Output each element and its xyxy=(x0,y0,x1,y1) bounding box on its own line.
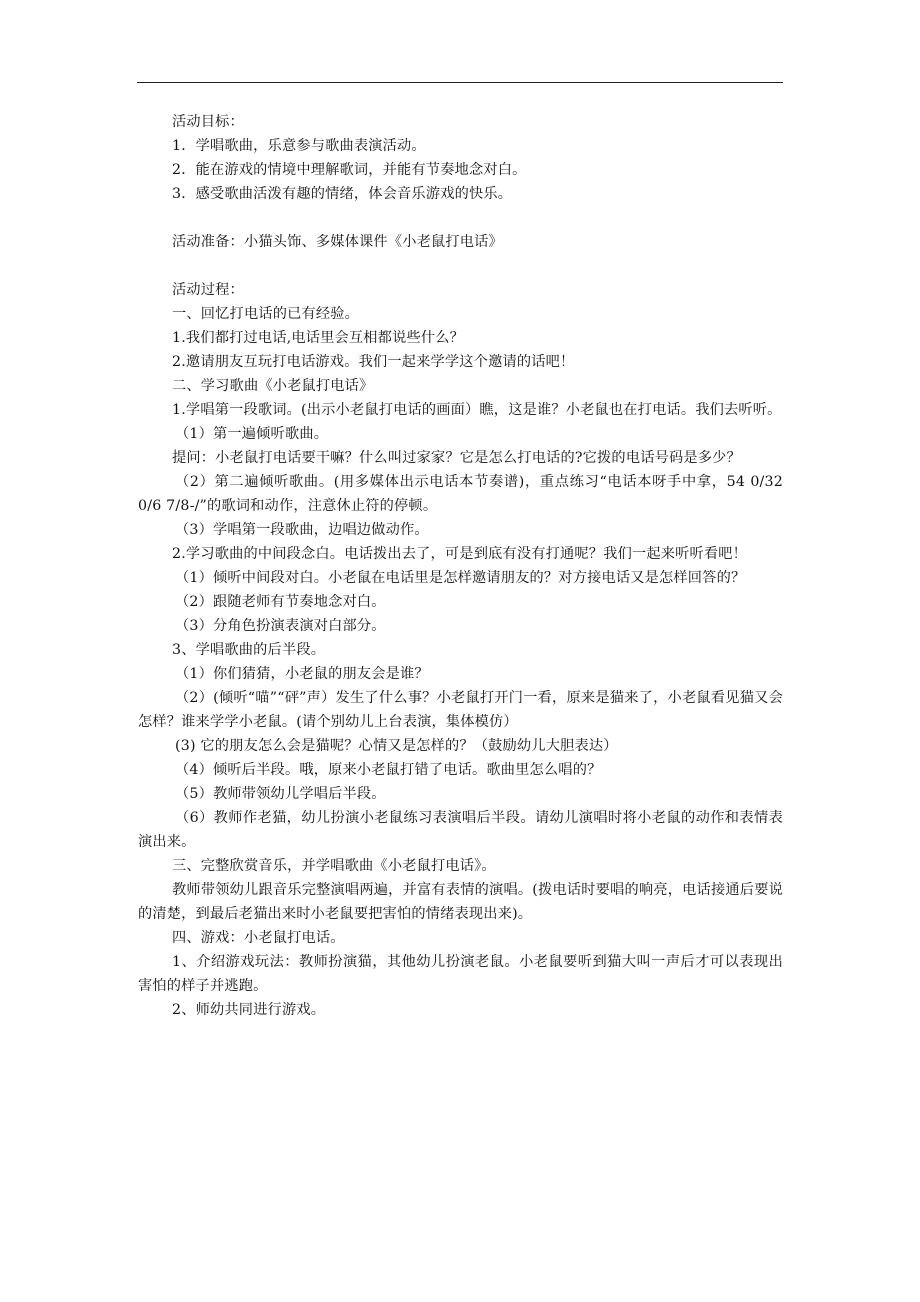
step-item: 2.学习歌曲的中间段念白。电话拨出去了，可是到底有没有打通呢？我们一起来听听看吧！ xyxy=(172,546,748,562)
sub-step: （1）你们猜猜，小老鼠的朋友会是谁？ xyxy=(175,666,429,682)
step-item: 2、师幼共同进行游戏。 xyxy=(172,1002,326,1018)
step-heading: 四、游戏：小老鼠打电话。 xyxy=(172,930,345,946)
step-item: 教师带领幼儿跟音乐完整演唱两遍，并富有表情的演唱。(拨电话时要唱的响亮，电话接通后要说的清楚，到最后老猫出来时小老鼠要把害怕的情绪表现出来)。 xyxy=(138,882,783,922)
step-heading: 一、回忆打电话的已有经验。 xyxy=(172,306,360,322)
sub-step: （3）学唱第一段歌曲，边唱边做动作。 xyxy=(175,522,429,538)
sub-step: （6）教师作老猫，幼儿扮演小老鼠练习表演唱后半段。请幼儿演唱时将小老鼠的动作和表情表演出来。 xyxy=(138,810,783,850)
section-heading-goals: 活动目标： xyxy=(172,114,244,130)
sub-step: （2）(倾听“喵”“砰”声）发生了什么事？小老鼠打开门一看，原来是猫来了，小老鼠看见猫又会怎样？谁来学学小老鼠。(请个别幼儿上台表演，集体模仿） xyxy=(138,690,783,730)
goal-item: 3．感受歌曲活泼有趣的情绪，体会音乐游戏的快乐。 xyxy=(172,186,513,202)
step-item: 1.我们都打过电话,电话里会互相都说些什么？ xyxy=(172,330,465,346)
goal-item: 1．学唱歌曲，乐意参与歌曲表演活动。 xyxy=(172,138,426,154)
header-rule xyxy=(137,82,783,83)
sub-step: （2）跟随老师有节奏地念对白。 xyxy=(175,594,386,610)
step-item: 2.邀请朋友互玩打电话游戏。我们一起来学学这个邀请的话吧！ xyxy=(172,354,575,370)
goal-item: 2．能在游戏的情境中理解歌词，并能有节奏地念对白。 xyxy=(172,162,527,178)
step-item: 3、学唱歌曲的后半段。 xyxy=(172,642,326,658)
sub-step: （1）倾听中间段对白。小老鼠在电话里是怎样邀请朋友的？对方接电话又是怎样回答的？ xyxy=(175,570,746,586)
step-item: 1.学唱第一段歌词。(出示小老鼠打电话的画面）瞧，这是谁？小老鼠也在打电话。我们去听听。 xyxy=(172,402,782,418)
sub-step: （5）教师带领幼儿学唱后半段。 xyxy=(175,786,386,802)
sub-step: （1）第一遍倾听歌曲。 xyxy=(175,426,329,442)
sub-step: （4）倾听后半段。哦，原来小老鼠打错了电话。歌曲里怎么唱的？ xyxy=(175,762,602,778)
document-body xyxy=(138,110,783,1022)
spacer xyxy=(138,254,783,278)
sub-step: （2）第二遍倾听歌曲。(用多媒体出示电话本节奏谱)，重点练习“电话本呀手中拿，54 0/32 0/6 7/8-/”的歌词和动作，注意休止符的停顿。 xyxy=(138,474,783,514)
step-heading: 三、完整欣赏音乐，并学唱歌曲《小老鼠打电话》。 xyxy=(172,858,496,874)
section-heading-preparation: 活动准备：小猫头饰、多媒体课件《小老鼠打电话》 xyxy=(172,234,503,250)
sub-step: (3) 它的朋友怎么会是猫呢？心情又是怎样的？（鼓励幼儿大胆表达） xyxy=(175,738,618,754)
sub-step: （3）分角色扮演表演对白部分。 xyxy=(175,618,386,634)
step-heading: 二、学习歌曲《小老鼠打电话》 xyxy=(172,378,374,394)
spacer xyxy=(138,206,783,230)
step-item: 1、介绍游戏玩法：教师扮演猫，其他幼儿扮演老鼠。小老鼠要听到猫大叫一声后才可以表现出害怕的样子并逃跑。 xyxy=(138,954,783,994)
question-paragraph: 提问：小老鼠打电话要干嘛？什么叫过家家？它是怎么打电话的?它拨的电话号码是多少？ xyxy=(172,450,741,466)
section-heading-process: 活动过程： xyxy=(172,282,244,298)
